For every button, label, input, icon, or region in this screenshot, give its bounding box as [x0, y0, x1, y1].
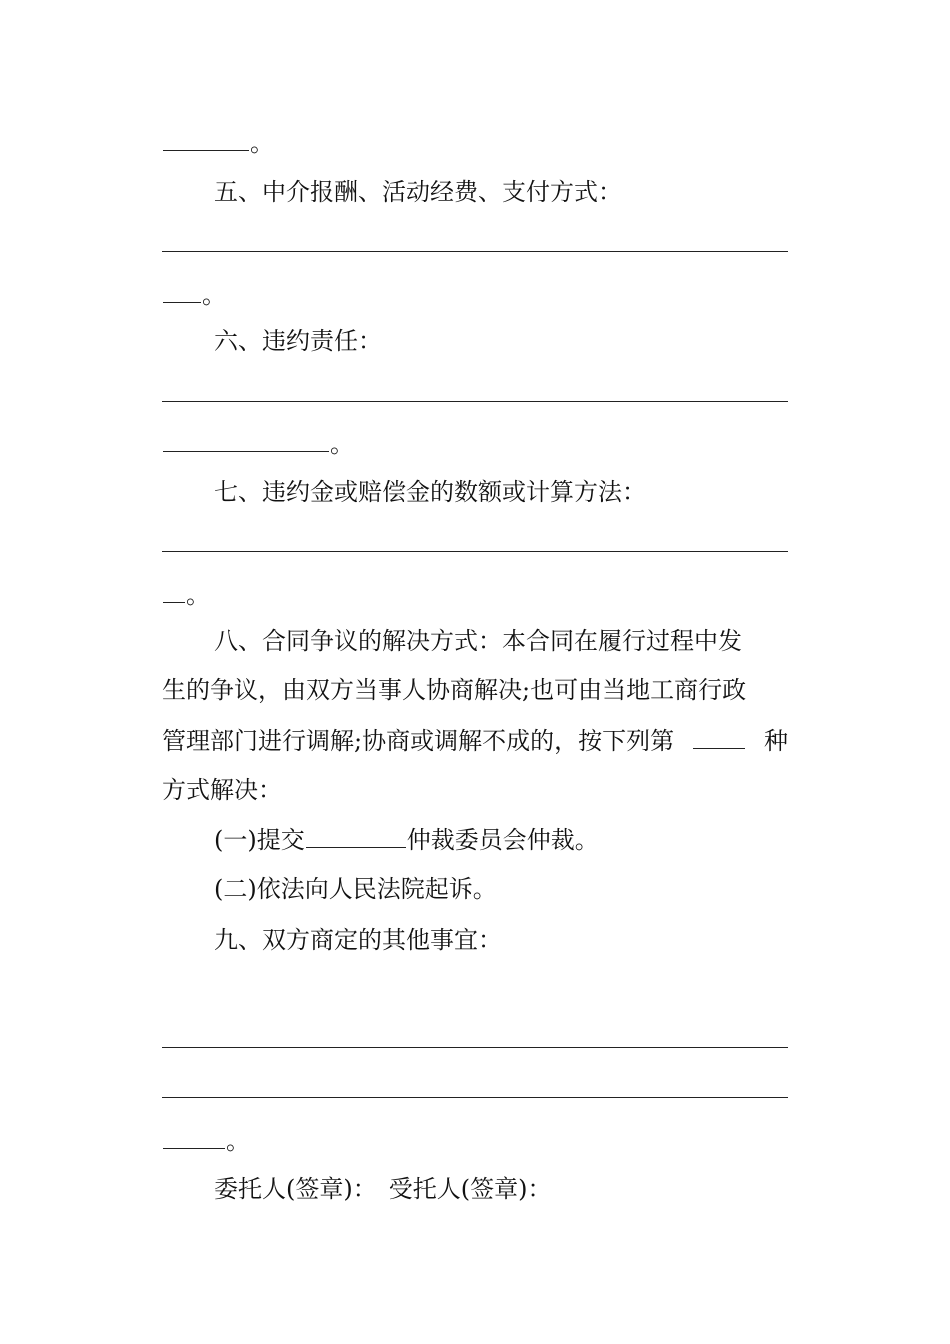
fill-line: [162, 1097, 788, 1098]
blank-line-continuation: 。: [162, 429, 788, 459]
clause-8-line-2: 生的争议，由双方当事人协商解决;也可由当地工商行政: [162, 676, 747, 704]
fill-blank: [163, 1126, 225, 1149]
clause-7-heading: 七、违约金或赔偿金的数额或计算方法：: [214, 478, 646, 506]
blank-line-continuation: 。: [162, 280, 788, 310]
blank-line-continuation: 。: [162, 128, 788, 158]
fill-line: [162, 1047, 788, 1048]
clause-8-line-3: 管理部门进行调解;协商或调解不成的，按下列第 种: [162, 727, 788, 755]
fill-blank: [163, 128, 249, 151]
fill-blank: [693, 726, 745, 749]
clause-8-line-4: 方式解决：: [162, 776, 282, 804]
fill-line: [162, 551, 788, 552]
clause-6-heading: 六、违约责任：: [214, 327, 382, 355]
blank-line-continuation: 。: [162, 1126, 788, 1156]
blank-line-continuation: 。: [162, 580, 788, 610]
option-2: (二)依法向人民法院起诉。: [214, 875, 497, 903]
clause-8-line-1: 八、合同争议的解决方式：本合同在履行过程中发: [214, 627, 742, 655]
fill-blank: [306, 825, 406, 848]
fill-blank: [163, 429, 329, 452]
signature-line: 委托人(签章)： 受托人(签章)：: [214, 1175, 552, 1203]
fill-blank: [163, 280, 201, 303]
fill-blank: [163, 580, 185, 603]
fill-line: [162, 401, 788, 402]
clause-9-heading: 九、双方商定的其他事宜：: [214, 926, 502, 954]
fill-line: [162, 251, 788, 252]
clause-5-heading: 五、中介报酬、活动经费、支付方式：: [214, 178, 622, 206]
option-1: (一)提交 仲裁委员会仲裁。: [214, 826, 599, 854]
